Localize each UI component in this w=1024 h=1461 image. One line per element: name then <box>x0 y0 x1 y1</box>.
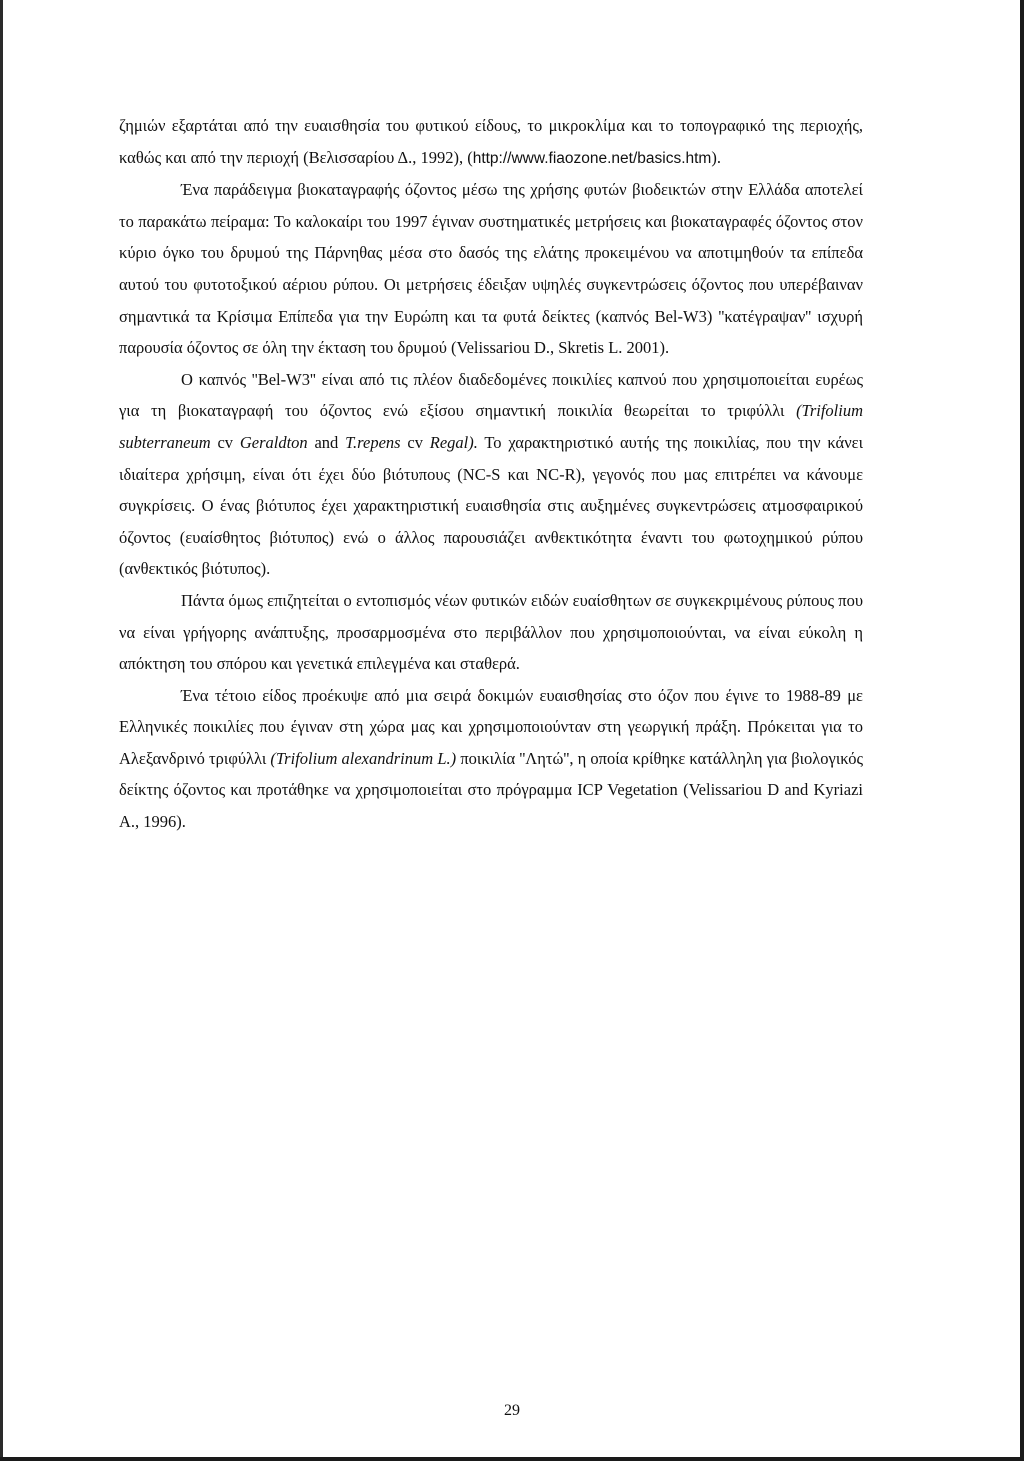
paragraph <box>119 110 863 174</box>
italic-text: T.repens <box>345 432 401 452</box>
body-text <box>119 110 863 838</box>
page-number: 29 <box>504 1402 520 1419</box>
url-text: http://www.fiaozone.net/basics.htm <box>472 149 712 167</box>
text-segment: ). <box>711 147 721 167</box>
text-segment: cv <box>400 432 430 452</box>
paragraph <box>119 364 863 585</box>
italic-text: (Trifolium subterraneum <box>119 401 863 452</box>
paragraph <box>119 174 863 364</box>
italic-text: Regal). <box>429 432 478 452</box>
text-segment: and <box>307 432 346 452</box>
paragraph <box>119 680 863 838</box>
scan-edge-bottom <box>0 1457 1024 1461</box>
text-segment: ποικιλία ''Λητώ'', η οποία κρίθηκε κατάλληλη για βιολογικός δείκτης όζοντος και προτάθηκε να χρησιμοποιείται στο πρόγραμμα ICP Vegetation (Velissariou D and Kyriazi A., 1996). <box>119 748 863 832</box>
text-segment: Ένα τέτοιο είδος προέκυψε από μια σειρά δοκιμών ευαισθησίας στο όζον που έγινε το 1988-89 με Ελληνικές ποικιλίες που έγιναν στη χώρα μας και χρησιμοποιούνταν στη γεωργική πράξη. Πρόκειται για το Αλεξανδρινό τριφύλλι <box>119 685 863 768</box>
italic-text: Geraldton <box>239 432 308 452</box>
italic-text: (Trifolium alexandrinum L.) <box>270 748 457 768</box>
text-segment: Ο καπνός ''Bel-W3'' είναι από τις πλέον διαδεδομένες ποικιλίες καπνού που χρησιμοποιείται ευρέως για τη βιοκαταγραφή του όζοντος ενώ εξίσου σημαντική ποικιλία θεωρείται το τριφύλλι <box>119 369 863 421</box>
scan-edge-left <box>0 0 3 1461</box>
paragraph <box>119 585 863 680</box>
text-segment: Πάντα όμως επιζητείται ο εντοπισμός νέων φυτικών ειδών ευαίσθητων σε συγκεκριμένους ρύπους που να είναι γρήγορης ανάπτυξης, προσαρμοσμένα στο περιβάλλον που χρησιμοποιούνται, να είναι εύκολη η απόκτηση του σπόρου και γενετικά επιλεγμένα και σταθερά. <box>119 590 863 674</box>
text-segment: Το χαρακτηριστικό αυτής της ποικιλίας, που την κάνει ιδιαίτερα χρήσιμη, είναι ότι έχει δύο βιότυπους (NC-S και NC-R), γεγονός που μας επιτρέπει να κάνουμε συγκρίσεις. Ο ένας βιότυπος έχει χαρακτηριστική ευαισθησία στις αυξημένες συγκεντρώσεις ατμοσφαιρικού όζοντος (ευαίσθητος βιότυπος) ενώ ο άλλος παρουσιάζει ανθεκτικότητα έναντι του φωτοχημικού ρύπου (ανθεκτικός βιότυπος). <box>119 432 864 579</box>
text-segment: cv <box>210 432 240 452</box>
text-segment: ζημιών εξαρτάται από την ευαισθησία του φυτικού είδους, το μικροκλίμα και το τοπογραφικό της περιοχής, καθώς και από την περιοχή (Βελισσαρίου Δ., 1992), ( <box>119 116 863 167</box>
text-segment: Ένα παράδειγμα βιοκαταγραφής όζοντος μέσω της χρήσης φυτών βιοδεικτών στην Ελλάδα αποτελεί το παρακάτω πείραμα: Το καλοκαίρι του 1997 έγιναν συστηματικές μετρήσεις και βιοκαταγραφές όζοντος στον κύριο όγκο του δρυμού της Πάρνηθας μέσα στο δασός της ελάτης προκειμένου να αποτιμηθούν τα επίπεδα αυτού του φυτοτοξικού αέριου ρύπου. Οι μετρήσεις έδειξαν υψηλές συγκεντρώσεις όζοντος που υπερέβαιναν σημαντικά τα Κρίσιμα Επίπεδα για την Ευρώπη και τα φυτά δείκτες (καπνός Bel-W3) ''κατέγραψαν'' ισχυρή παρουσία όζοντος σε όλη την έκταση του δρυμού (Velissariou D., Skretis L. 2001). <box>119 180 863 358</box>
scan-edge-right <box>1020 0 1024 1461</box>
